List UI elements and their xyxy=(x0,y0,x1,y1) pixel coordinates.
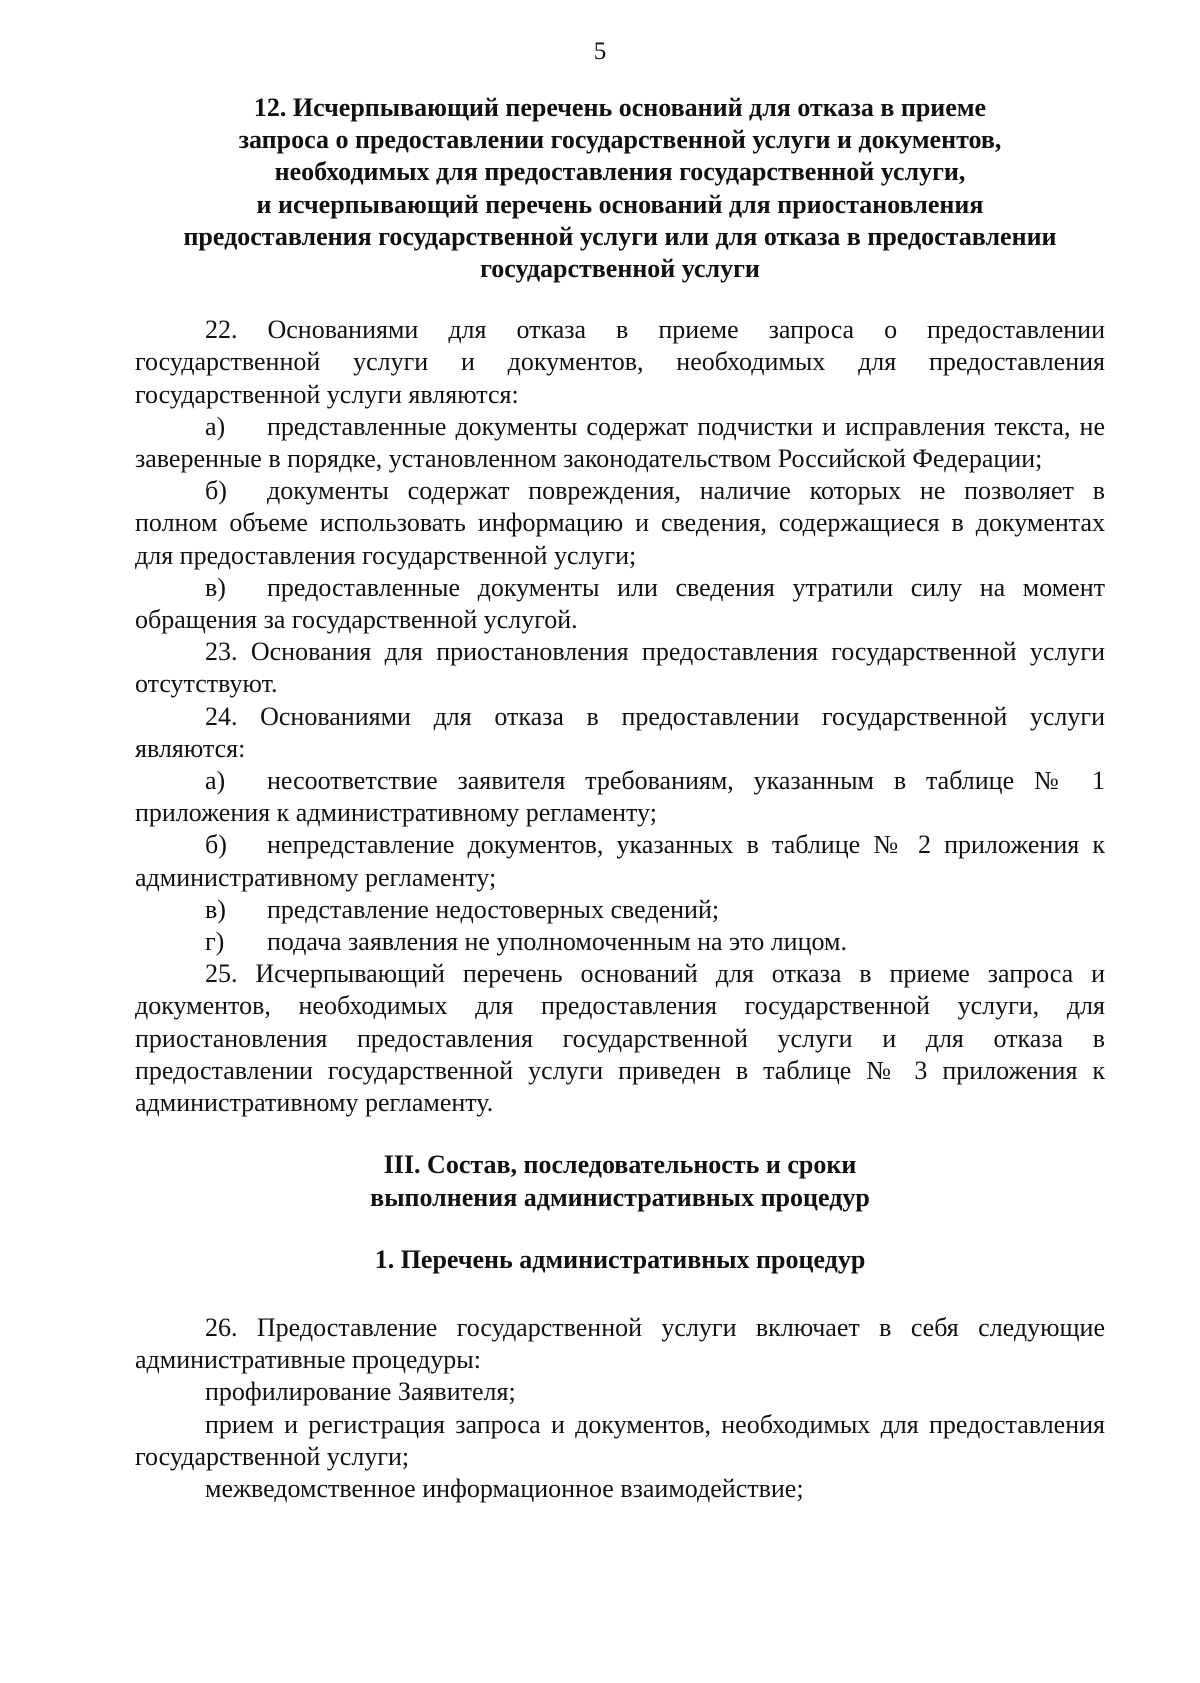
list-item-text: несоответствие заявителя требованиям, указанным в таблице № 1 приложения к административному регламенту; xyxy=(135,766,1105,828)
list-item xyxy=(135,829,1105,893)
list-marker: б) xyxy=(205,830,227,860)
list-item: профилирование Заявителя; xyxy=(205,1377,516,1407)
page-number: 5 xyxy=(593,38,607,65)
paragraph-26: 26. Предоставление государственной услуги включает в себя следующие административные процедуры: xyxy=(135,1312,1105,1375)
heading-line: государственной услуги xyxy=(480,254,760,284)
list-item-text: предоставленные документы или сведения утратили силу на момент обращения за государственной услугой. xyxy=(135,572,1105,635)
paragraph-24: 24. Основаниями для отказа в предоставлении государственной услуги являются: xyxy=(135,701,1105,763)
heading-section-12 xyxy=(135,92,1105,285)
heading-line: предоставления государственной услуги или для отказа в предоставлении xyxy=(183,221,1057,251)
heading-line: 12. Исчерпывающий перечень оснований для отказа в приеме xyxy=(253,93,987,122)
list-marker: в) xyxy=(205,894,226,924)
list-item: межведомственное информационное взаимодействие; xyxy=(205,1473,804,1503)
list-marker: в) xyxy=(205,572,226,602)
heading-line: необходимых для предоставления государственной услуги, xyxy=(274,157,966,187)
heading-section-III xyxy=(135,1149,1105,1213)
list-item xyxy=(135,926,1105,958)
list-marker: б) xyxy=(205,476,227,506)
list-item: прием и регистрация запроса и документов, необходимых для предоставления государственной услуги; xyxy=(135,1409,1105,1471)
paragraph-23: 23. Основания для приостановления предоставления государственной услуги отсутствуют. xyxy=(135,637,1105,699)
heading-subsection-1: 1. Перечень административных процедур xyxy=(374,1244,866,1274)
list-item-text: представление недостоверных сведений; xyxy=(267,894,720,924)
heading-line: запроса о предоставлении государственной услуги и документов, xyxy=(238,125,1002,155)
list-item-text: непредставление документов, указанных в таблице № 2 приложения к административному регламенту; xyxy=(135,830,1105,892)
list-item-text: представленные документы содержат подчистки и исправления текста, не заверенные в порядке, установленном законодательством Российской Федерации; xyxy=(135,411,1105,474)
list-marker: а) xyxy=(205,766,226,796)
document-body xyxy=(135,92,1105,1505)
list-item xyxy=(135,572,1105,636)
list-item xyxy=(135,894,1105,926)
list-item xyxy=(135,765,1105,829)
list-marker: г) xyxy=(205,927,225,957)
list-item-text: подача заявления не уполномоченным на это лицом. xyxy=(267,927,847,957)
list-marker: а) xyxy=(205,411,226,441)
heading-line: III. Состав, последовательность и сроки xyxy=(383,1150,857,1180)
heading-line: и исчерпывающий перечень оснований для приостановления xyxy=(256,189,984,219)
list-item xyxy=(135,475,1105,572)
heading-line: выполнения административных процедур xyxy=(370,1182,870,1212)
paragraph-22: 22. Основаниями для отказа в приеме запроса о предоставлении государственной услуги и документов, необходимых для предоставления государственной услуги являются: xyxy=(135,315,1105,409)
list-item-text: документы содержат повреждения, наличие которых не позволяет в полном объеме использовать информацию и сведения, содержащиеся в документах для предоставления государственной услуги; xyxy=(135,476,1105,570)
list-item xyxy=(135,411,1105,475)
paragraph-25: 25. Исчерпывающий перечень оснований для отказа в приеме запроса и документов, необходимых для предоставления государственной услуги, для приостановления предоставления государственной услуги и для отказа в предоставлении государственной услуги приведен в таблице № 3 приложения к административному регламенту. xyxy=(135,959,1105,1118)
